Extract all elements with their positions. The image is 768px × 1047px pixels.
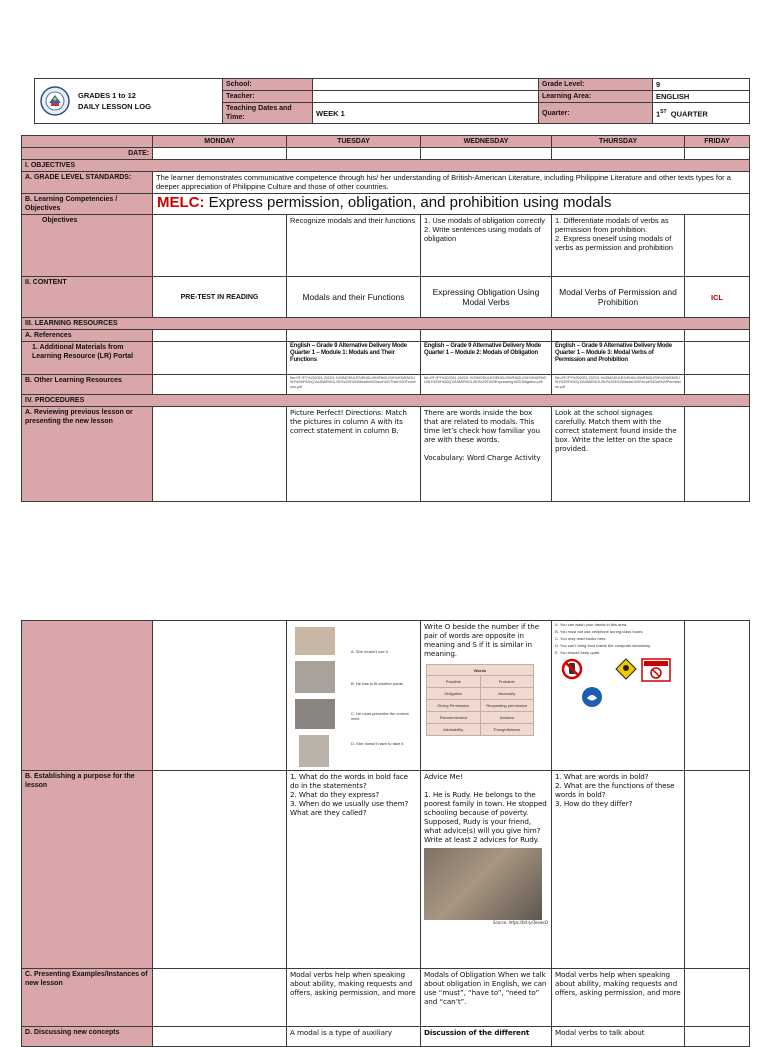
content-wednesday: Expressing Obligation Using Modal Verbs — [421, 277, 552, 318]
area-value: ENGLISH — [653, 91, 750, 103]
discussing-friday — [685, 1027, 750, 1047]
additional-materials-label: 1. Additional Materials from Learning Resource (LR) Portal — [22, 342, 153, 375]
competencies-label: B. Learning Competencies / Objectives — [22, 194, 153, 215]
matching-picture-3 — [295, 699, 335, 729]
signage-images — [555, 658, 681, 708]
page-2 — [0, 600, 768, 1037]
resources-heading: III. LEARNING RESOURCES — [22, 318, 750, 330]
other-resources-wednesday[interactable]: file:///F:/FY%202021-2022/1.%20MODULES/ENGLISH/ENGLISH%209/ENGLISH%209%20Q1/ADM/ENGLISH%209%20Expressing%20Obligation.pdf — [421, 375, 552, 395]
objectives-wednesday: 1. Use modals of obligation correctly 2. Write sentences using modals of obligation — [421, 215, 552, 277]
word-right: Probable — [480, 676, 534, 688]
discussing-label: D. Discussing new concepts — [22, 1027, 153, 1047]
day-monday: MONDAY — [153, 136, 287, 148]
content-label: II. CONTENT — [22, 277, 153, 318]
discussing-thursday: Modal verbs to talk about — [552, 1027, 685, 1047]
date-thursday — [552, 148, 685, 160]
matching-item-d: D. She doesn’t have to take it. — [351, 741, 405, 746]
review-friday — [685, 407, 750, 502]
date-monday — [153, 148, 287, 160]
matching-picture-4 — [299, 735, 329, 767]
word-left: Giving Permission — [427, 700, 481, 712]
teacher-label: Teacher: — [223, 91, 313, 103]
references-wednesday — [421, 330, 552, 342]
lesson-log-table-continued — [21, 620, 750, 1047]
other-resources-tuesday[interactable]: file:///F:/FY%202021-2022/1.%20MODULES/ENGLISH/ENGLISH%209/ENGLISH%209%20Q1/ADM/ENGLISH%209%20Modals%20and%20Their%20Functions.pdf — [287, 375, 421, 395]
presenting-label: C. Presenting Examples/Instances of new lesson — [22, 969, 153, 1027]
review-thursday: Look at the school signages carefully. Match them with the correct statement found inside the box. Write the letter on the space provided. — [552, 407, 685, 502]
objectives-tuesday: Recognize modals and their functions — [287, 215, 421, 277]
hand-wash-sign-icon — [581, 686, 603, 708]
date-tuesday — [287, 148, 421, 160]
reference-wednesday: English – Grade 9 Alternative Delivery Mode Quarter 1 – Module 2: Modals of Obligation — [421, 342, 552, 375]
dates-label: Teaching Dates and Time: — [223, 103, 313, 124]
presenting-wednesday: Modals of Obligation When we talk about obligation in English, we can use “must”, “have to”, “need to” and “can’t”. — [421, 969, 552, 1027]
purpose-wednesday — [421, 771, 552, 969]
references-thursday — [552, 330, 685, 342]
review-label-continued — [22, 621, 153, 771]
additional-friday — [685, 342, 750, 375]
discussing-tuesday: A modal is a type of auxiliary — [287, 1027, 421, 1047]
other-resources-label: B. Other Learning Resources — [22, 375, 153, 395]
content-thursday: Modal Verbs of Permission and Prohibition — [552, 277, 685, 318]
discussing-wednesday: Discussion of the different — [421, 1027, 552, 1047]
purpose-thursday: 1. What are words in bold? 2. What are the functions of these words in bold? 3. How do they differ? — [552, 771, 685, 969]
date-label: DATE: — [22, 148, 153, 160]
objectives-monday — [153, 215, 287, 277]
standards-label: A. GRADE LEVEL STANDARDS: — [22, 172, 153, 194]
word-left: Obligation — [427, 688, 481, 700]
presenting-monday — [153, 969, 287, 1027]
matching-picture-2 — [295, 661, 335, 693]
photo-source: Source: https://bit.ly/3kewcD — [492, 920, 548, 925]
objectives-label: Objectives — [22, 215, 153, 277]
review-label: A. Reviewing previous lesson or presenting the new lesson — [22, 407, 153, 502]
references-label: A. References — [22, 330, 153, 342]
day-thursday: THURSDAY — [552, 136, 685, 148]
grade-label: Grade Level: — [539, 79, 653, 91]
teacher-value — [313, 91, 539, 103]
purpose-label: B. Establishing a purpose for the lesson — [22, 771, 153, 969]
purpose-tuesday: 1. What do the words in bold face do in the statements? 2. What do they express? 3. When do we usually use them? What are they called? — [287, 771, 421, 969]
content-tuesday: Modals and their Functions — [287, 277, 421, 318]
quiet-sign-icon — [615, 658, 637, 680]
no-food-sign-icon — [641, 658, 671, 682]
review-friday-continued — [685, 621, 750, 771]
no-phone-sign-icon — [561, 658, 583, 680]
signage-statement-d: D. You can’t bring food inside the computer laboratory. — [555, 643, 651, 648]
content-friday: ICL — [685, 277, 750, 318]
quarter-word: QUARTER — [670, 109, 708, 119]
lesson-log-table — [21, 135, 750, 502]
objectives-thursday: 1. Differentiate modals of verbs as permission from prohibition. 2. Express oneself using modals of verbs as permission and prohibition — [552, 215, 685, 277]
school-label: School: — [223, 79, 313, 91]
area-label: Learning Area: — [539, 91, 653, 103]
signage-statement-b: B. You must not use cellphone during class hours. — [555, 629, 644, 634]
melc-prefix: MELC: — [157, 194, 205, 211]
day-tuesday: TUESDAY — [287, 136, 421, 148]
dates-value: WEEK 1 — [313, 103, 539, 124]
word-right: Thoughtfulness — [480, 724, 534, 736]
words-table-title: Words — [427, 665, 534, 676]
review-monday-continued — [153, 621, 287, 771]
school-value — [313, 79, 539, 91]
word-right: Requesting permission — [480, 700, 534, 712]
word-right: Necessity — [480, 688, 534, 700]
words-table — [426, 664, 534, 736]
references-tuesday — [287, 330, 421, 342]
objectives-friday — [685, 215, 750, 277]
signage-statement-a: A. You can wash your hands in this area. — [555, 622, 628, 627]
presenting-thursday: Modal verbs help when speaking about ability, making requests and offers, asking permission, and more — [552, 969, 685, 1027]
advice-me-text: Advice Me! 1. He is Rudy. He belongs to the poorest family in town. He stopped schooling because of poverty. Supposed, Rudy is your friend, what advice(s) will you give him? Write at least 2 advices for Rudy. — [424, 772, 547, 844]
reference-thursday: English – Grade 9 Alternative Delivery Mode Quarter 1 – Module 3: Modal Verbs of Permission and Prohibition — [552, 342, 685, 375]
word-right: Advised — [480, 712, 534, 724]
additional-monday — [153, 342, 287, 375]
references-friday — [685, 330, 750, 342]
header-table — [34, 78, 750, 124]
day-wednesday: WEDNESDAY — [421, 136, 552, 148]
presenting-tuesday: Modal verbs help when speaking about ability, making requests and offers, asking permission, and more — [287, 969, 421, 1027]
quarter-suffix: ST — [660, 108, 667, 115]
header-title-line1: GRADES 1 to 12 — [78, 91, 136, 100]
review-monday — [153, 407, 287, 502]
procedures-heading: IV. PROCEDURES — [22, 395, 750, 407]
melc-text: Express permission, obligation, and prohibition using modals — [208, 194, 612, 211]
deped-seal-icon — [40, 86, 70, 116]
review-tuesday: Picture Perfect! Directions: Match the pictures in column A with its correct statement in column B. — [287, 407, 421, 502]
melc-statement — [153, 194, 750, 215]
matching-item-b: B. He has to fit another pants. — [351, 681, 404, 686]
date-friday — [685, 148, 750, 160]
quarter-label: Quarter: — [539, 103, 653, 124]
matching-item-c: C. He must prescribe the correct med. — [351, 711, 409, 721]
other-monday — [153, 375, 287, 395]
quarter-number: 1 — [656, 109, 661, 119]
date-wednesday — [421, 148, 552, 160]
objectives-heading: I. OBJECTIVES — [22, 160, 750, 172]
matching-picture-1 — [295, 627, 335, 655]
other-resources-thursday[interactable]: file:///F:/FY%202021-2022/1.%20MODULES/ENGLISH/ENGLISH%209/ENGLISH%209%20Q1/ADM/ENGLISH%209%20Modal%20Verbs%20of%20Permission.pdf — [552, 375, 685, 395]
standards-text: The learner demonstrates communicative competence through his/ her understanding of British-American Literature, including Philippine Literature and other texts types for a deeper appreciation of Philippine Culture and those of other countries. — [153, 172, 750, 194]
signage-statement-c: C. You may read books here. — [555, 636, 607, 641]
matching-activity — [287, 621, 421, 771]
header-title-line2: DAILY LESSON LOG — [78, 102, 151, 111]
rudy-photo — [424, 848, 542, 920]
header-logo-cell — [35, 79, 223, 124]
purpose-monday — [153, 771, 287, 969]
matching-item-a: A. She mustn’t use it. — [351, 649, 389, 654]
quarter-value — [653, 103, 750, 124]
content-monday: PRE-TEST IN READING — [153, 277, 287, 318]
presenting-friday — [685, 969, 750, 1027]
word-left: Advisability — [427, 724, 481, 736]
word-charge-instructions: Write O beside the number if the pair of words are opposite in meaning and S if it is similar in meaning. — [424, 622, 540, 658]
reference-tuesday: English – Grade 9 Alternative Delivery Mode Quarter 1 – Module 1: Modals and Their Functions — [287, 342, 421, 375]
page-1 — [0, 0, 768, 510]
purpose-friday — [685, 771, 750, 969]
references-monday — [153, 330, 287, 342]
review-wednesday: There are words inside the box that are related to modals. This time let’s check how familiar you are with these words. Vocabulary: Word Charge Activity — [421, 407, 552, 502]
grade-value: 9 — [653, 79, 750, 91]
other-friday — [685, 375, 750, 395]
word-left: Possible — [427, 676, 481, 688]
day-friday: FRIDAY — [685, 136, 750, 148]
corner-cell — [22, 136, 153, 148]
signage-statement-e: E. You should keep quiet. — [555, 650, 601, 655]
discussing-monday — [153, 1027, 287, 1047]
word-left: Recommended — [427, 712, 481, 724]
signage-activity — [552, 621, 685, 771]
word-charge-activity — [421, 621, 552, 771]
